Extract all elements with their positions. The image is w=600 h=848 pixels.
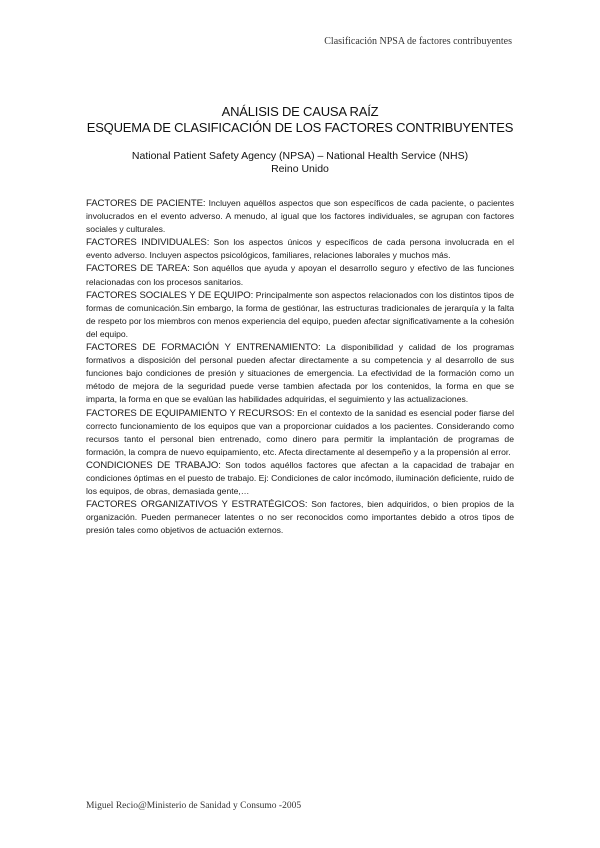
title-line-1: ANÁLISIS DE CAUSA RAÍZ xyxy=(221,104,379,119)
section-text: Son aquéllos que ayuda y apoyan el desarrollo seguro y efectivo de las funciones relacionadas con los procesos sanitarios. xyxy=(86,263,514,287)
section-sociales-equipo xyxy=(86,289,514,341)
section-text: Principalmente son aspectos relacionados con los distintos tipos de formas de comunicación.Sin embargo, la forma de gestiónar, las estructuras tradicionales de jerarquía y la falta de respeto por los miembros con menos experiencia del equipo, pueden afectar significativamente a la cohesión del equipo. xyxy=(86,289,514,339)
page-footer: Miguel Recio@Ministerio de Sanidad y Consumo -2005 xyxy=(86,801,302,811)
section-text: Son los aspectos únicos y específicos de cada persona involucrada en el evento adverso. Incluyen aspectos psicológicos, familiares, relaciones laborales y muchos más. xyxy=(86,237,514,261)
document-body xyxy=(86,197,514,537)
section-heading: FACTORES DE TAREA: xyxy=(86,263,190,275)
section-organizativos xyxy=(86,498,514,537)
subtitle-line-2: Reino Unido xyxy=(271,163,329,175)
section-heading: FACTORES INDIVIDUALES: xyxy=(86,237,210,249)
document-title xyxy=(0,104,600,136)
section-text: Son factores, bien adquiridos, o bien propios de la organización. Pueden permanecer latentes o no ser reconocidos como importantes debido a otros tipos de presión tales como objetivos de actuación externos. xyxy=(86,499,514,536)
section-heading: FACTORES DE PACIENTE: xyxy=(86,198,206,209)
running-header: Clasificación NPSA de factores contribuyentes xyxy=(324,36,512,47)
document-subtitle xyxy=(0,150,600,176)
section-heading: FACTORES SOCIALES Y DE EQUIPO: xyxy=(86,289,254,301)
section-condiciones xyxy=(86,459,514,498)
section-heading: FACTORES DE FORMACIÓN Y ENTRENAMIENTO: xyxy=(86,342,321,354)
section-equipamiento xyxy=(86,407,514,459)
title-line-2: ESQUEMA DE CLASIFICACIÓN DE LOS FACTORES CONTRIBUYENTES xyxy=(86,120,514,135)
section-text: La disponibilidad y calidad de los programas formativos a disposición del personal pueden afectar directamente a su competencia y al desarrollo de sus funciones bajo condiciones de presión y situaciones de emergencia. La efectividad de la formación como un método de mejora de la seguridad puede verse tambien afectada por los contenidos, la forma en que se imparta, la forma en que se evalúan las habilidades adquiridas, el seguimiento y las actualizaciones. xyxy=(86,342,515,405)
section-text: Son todos aquéllos factores que afectan a la capacidad de trabajar en condiciones óptimas en el puesto de trabajo. Ej: Condiciones de calor incómodo, iluminación deficiente, ruido de los equipos, de obras, demasiada gente,… xyxy=(86,459,514,497)
section-formacion xyxy=(86,341,514,406)
section-text: En el contexto de la sanidad es esencial poder fiarse del correcto funcionamiento de los equipos que van a proporcionar cuidados a los pacientes. Considerando como recursos tanto el personal bien entrenado, como dinero para permitir la implantación de programas de formación, la compra de nuevo equipamiento, etc. Afecta directamente al desempeño y a la propensión al error. xyxy=(86,407,515,457)
section-heading: FACTORES ORGANIZATIVOS Y ESTRATÉGICOS: xyxy=(86,499,308,511)
section-heading: CONDICIONES DE TRABAJO: xyxy=(86,459,221,471)
section-tarea xyxy=(86,262,514,288)
subtitle-line-1: National Patient Safety Agency (NPSA) – National Health Service (NHS) xyxy=(131,150,469,162)
section-heading: FACTORES DE EQUIPAMIENTO Y RECURSOS: xyxy=(86,407,295,419)
section-text: Incluyen aquéllos aspectos que son específicos de cada paciente, o pacientes involucrados en el evento adverso. A menudo, al igual que los factores individuales, se agrupan con factores sociales y culturales. xyxy=(86,198,514,235)
section-paciente xyxy=(86,197,514,236)
section-individuales xyxy=(86,236,514,262)
